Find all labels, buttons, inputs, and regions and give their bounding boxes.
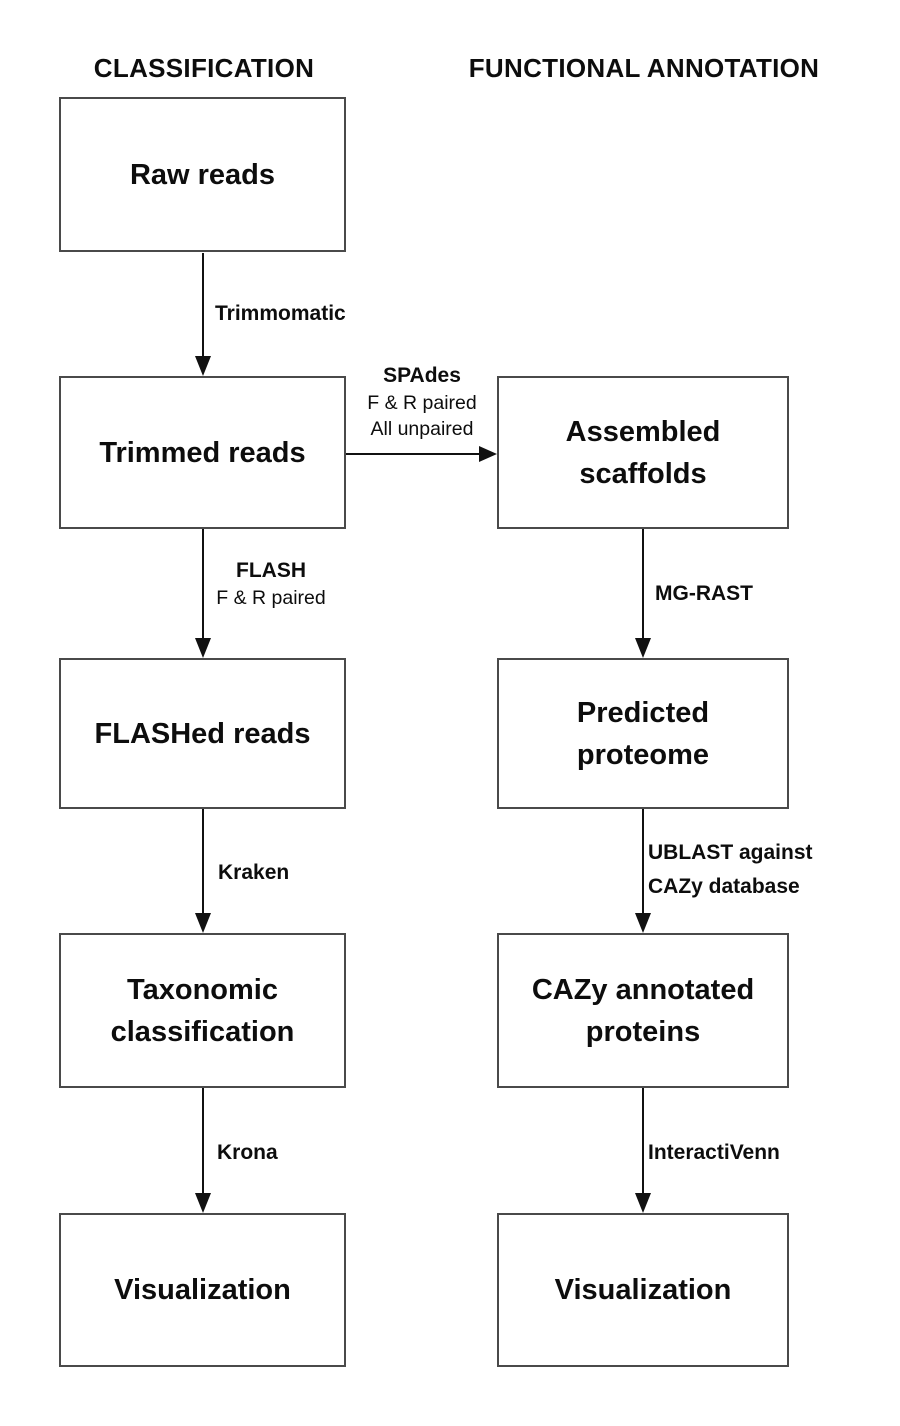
node-raw-reads-label: Raw reads: [129, 158, 276, 191]
arrow-line: [642, 1088, 644, 1195]
arrow-line: [346, 453, 479, 455]
arrow-down-icon: [195, 1193, 211, 1213]
edge-label-ublast-line-1: UBLAST against: [648, 841, 813, 864]
node-assembled-scaffolds-label: Assembled scaffolds: [565, 415, 721, 490]
node-trimmed-reads: [59, 376, 346, 529]
edge-label-mg-rast: MG-RAST: [655, 582, 753, 605]
node-visualization-right: [497, 1213, 789, 1367]
edge-label-ublast: [648, 836, 813, 904]
edge-label-spades-tool: SPAdes: [383, 364, 461, 387]
arrow-down-icon: [635, 913, 651, 933]
node-assembled-scaffolds: [497, 376, 789, 529]
node-visualization-left-label: Visualization: [114, 1274, 291, 1306]
node-flashed-reads: [59, 658, 346, 809]
node-flashed-reads-label: FLASHed reads: [94, 717, 311, 750]
node-visualization-right-label: Visualization: [554, 1274, 732, 1306]
arrow-down-icon: [635, 1193, 651, 1213]
edge-label-trimmomatic: Trimmomatic: [215, 302, 346, 325]
node-taxonomic-classification: [59, 933, 346, 1088]
node-cazy-annotated-proteins: [497, 933, 789, 1088]
node-predicted-proteome: [497, 658, 789, 809]
arrow-line: [202, 1088, 204, 1195]
edge-label-flash: [216, 556, 325, 611]
edge-label-spades: [367, 361, 476, 442]
edge-label-spades-note-1: F & R paired: [367, 392, 477, 414]
classification-column-header: CLASSIFICATION: [93, 53, 315, 83]
functional-annotation-column-header: FUNCTIONAL ANNOTATION: [468, 53, 820, 83]
edge-label-krona: Krona: [217, 1141, 278, 1164]
node-taxonomic-classification-label: Taxonomic classification: [110, 973, 295, 1048]
edge-label-flash-tool: FLASH: [236, 559, 306, 582]
node-cazy-annotated-proteins-label: CAZy annotated proteins: [531, 973, 755, 1048]
arrow-line: [642, 809, 644, 915]
edge-label-kraken: Kraken: [218, 861, 290, 884]
node-visualization-left: [59, 1213, 346, 1367]
node-trimmed-reads-label: Trimmed reads: [99, 436, 306, 469]
node-raw-reads: [59, 97, 346, 252]
edge-label-ublast-line-2: CAZy database: [648, 875, 800, 898]
arrow-line: [202, 529, 204, 640]
arrow-down-icon: [195, 638, 211, 658]
arrow-down-icon: [195, 913, 211, 933]
arrow-line: [642, 529, 644, 640]
arrow-line: [202, 809, 204, 915]
arrow-down-icon: [635, 638, 651, 658]
arrow-down-icon: [195, 356, 211, 376]
arrow-right-icon: [479, 446, 497, 462]
edge-label-interactivenn: InteractiVenn: [648, 1141, 780, 1164]
edge-label-spades-note-2: All unpaired: [370, 418, 474, 440]
edge-label-flash-note-1: F & R paired: [216, 587, 326, 609]
arrow-line: [202, 253, 204, 358]
node-predicted-proteome-label: Predicted proteome: [576, 696, 710, 771]
